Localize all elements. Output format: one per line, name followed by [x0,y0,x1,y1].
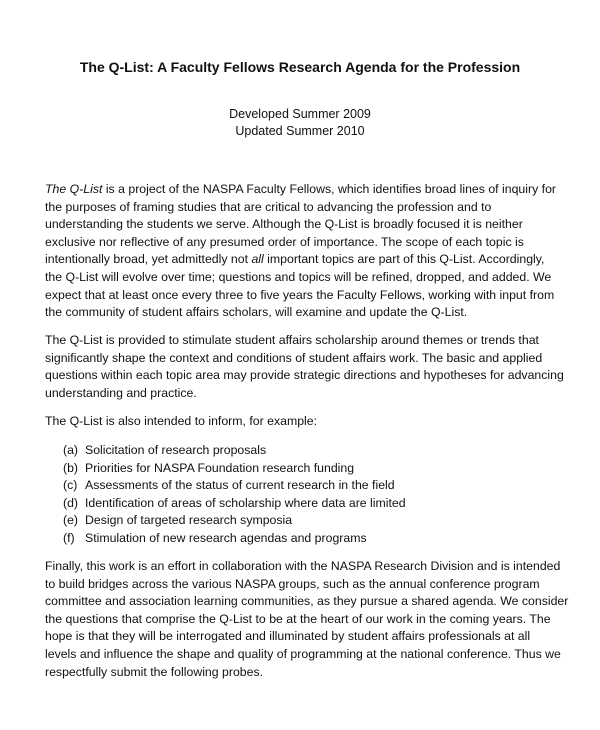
finally-line: to build bridges across the various NASPA groups, such as the annual conference program [45,576,540,591]
finally-line: Finally, this work is an effort in collaboration with the NASPA Research Division and is intended [45,559,561,573]
list-item: (f) Stimulation of new research agendas and programs [63,530,367,545]
stimulate-line: The Q-List is provided to stimulate student affairs scholarship around themes or trends that [45,333,539,347]
qlist-italic: The Q-List [45,182,103,196]
intro-line: the community of student affairs scholars, will examine and update the Q-List. [45,305,468,320]
finally-line: hope is that they will be interrogated and illuminated by student affairs professionals at all [45,629,531,644]
all-italic: all [251,252,264,267]
intro-paragraph [45,181,565,322]
examples-list [63,442,406,548]
developed-date: Developed Summer 2009 [229,107,371,121]
intro-line: the purposes of framing studies that are critical to advancing the profession and to [45,199,492,214]
intro-line: The Q-List is a project of the NASPA Faculty Fellows, which identifies broad lines of inquiry for [45,182,557,196]
finally-line: the questions that comprise the Q-List to be at the heart of our work in the coming years. The [45,611,551,626]
intro-line: the Q-List will evolve over time; questions and topics will be refined, dropped, and added. We [45,269,552,284]
document-title: The Q-List: A Faculty Fellows Research Agenda for the Profession [79,59,521,75]
intro-line: exclusive nor reflective of any presumed order of importance. The scope of each topic is [45,234,524,249]
list-item: (c) Assessments of the status of current research in the field [63,478,395,493]
list-item: (a) Solicitation of research proposals [63,443,267,457]
stimulate-line: significantly shape the context and conditions of student affairs work. The basic and applied [45,350,543,365]
finally-paragraph [45,558,569,681]
document-dates [0,106,600,140]
stimulate-paragraph [45,332,565,402]
intro-line: understanding the students we serve. Although the Q-List is broadly focused it is neither [45,217,523,232]
updated-date: Updated Summer 2010 [235,124,365,138]
inform-intro: The Q-List is also intended to inform, for example: [45,414,318,428]
finally-line: committee and association learning communities, as they pursue a shared agenda. We consider [45,594,569,609]
intro-line: intentionally broad, yet admittedly not all important topics are part of this Q-List. Accordingly, [45,252,545,267]
list-item: (d) Identification of areas of scholarship where data are limited [63,495,406,510]
stimulate-line: understanding and practice. [45,385,197,400]
finally-line: levels and influence the shape and quality of programming at the national conference. Thus we [45,646,561,661]
intro-line: expect that at least once every three to five years the Faculty Fellows, working with input from [45,287,555,302]
list-item: (e) Design of targeted research symposia [63,513,293,528]
stimulate-line: questions within each topic area may provide strategic directions and hypotheses for advancing [45,368,564,383]
finally-line: respectfully submit the following probes. [45,664,264,679]
list-item: (b) Priorities for NASPA Foundation research funding [63,460,355,475]
